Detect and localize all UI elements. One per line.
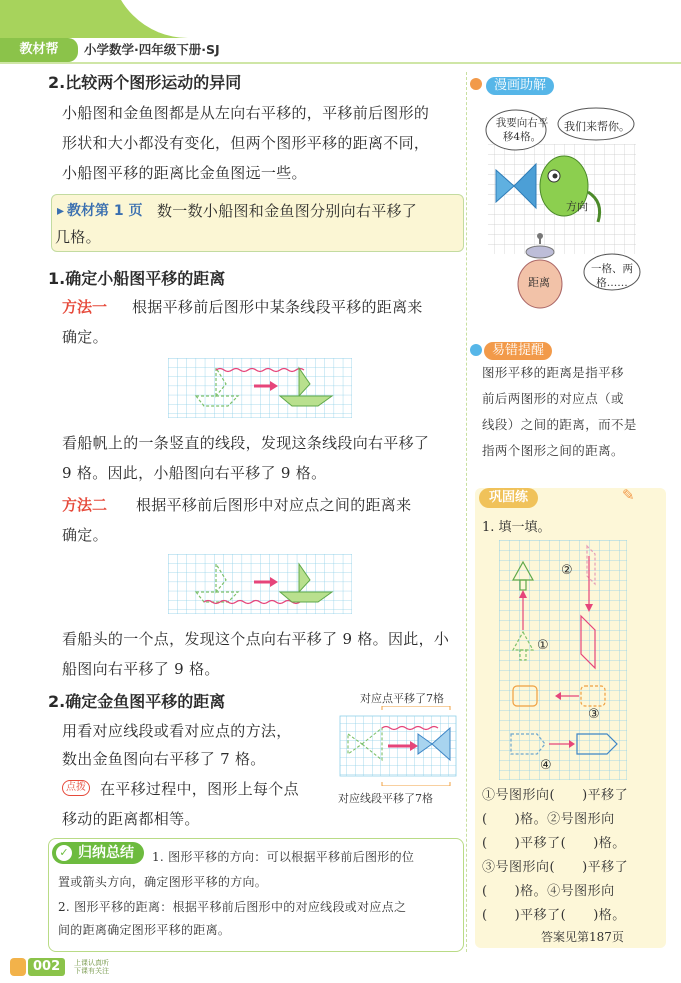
fill-line: ( )格。④号图形向 bbox=[482, 884, 615, 899]
fill-line: ( )格。②号图形向 bbox=[482, 812, 615, 827]
footer-tag-line: 上课认真听 bbox=[74, 959, 109, 967]
method2-text: 确定。 bbox=[62, 526, 108, 544]
paragraph-line: 小船图和金鱼图都是从左向右平移的，平移前后图形的 bbox=[62, 104, 430, 122]
check-icon: ✓ bbox=[56, 845, 72, 861]
paragraph-line: 小船图平移的距离比金鱼图远一些。 bbox=[62, 164, 307, 182]
section-title: 2.比较两个图形运动的异同 bbox=[48, 73, 242, 92]
bracket-bottom bbox=[382, 782, 450, 786]
task-label: 教材第 1 页 bbox=[67, 203, 143, 219]
method1-explanation: 9 格。因此，小船图向右平移了 9 格。 bbox=[62, 464, 327, 482]
summary-text: 1. 图形平移的方向：可以根据平移前后图形的位 bbox=[152, 850, 415, 864]
warn-text: 前后两图形的对应点（或 bbox=[482, 391, 624, 406]
part2-title: 2.确定金鱼图平移的距离 bbox=[48, 692, 226, 711]
bubble-text: 我们来帮你。 bbox=[564, 120, 630, 133]
method2-label: 方法二 bbox=[62, 496, 108, 514]
tip-text: 在平移过程中，图形上每个点 bbox=[100, 780, 299, 798]
column-divider bbox=[466, 72, 467, 952]
boat-diagram-1 bbox=[168, 358, 352, 418]
task-text: 几格。 bbox=[55, 228, 101, 246]
pencil-icon: ✎ bbox=[622, 486, 635, 504]
boat-diagram-2 bbox=[168, 554, 352, 614]
footer-tag bbox=[74, 959, 109, 975]
part2-text: 用看对应线段或看对应点的方法， bbox=[62, 722, 292, 740]
book-title: 小学数学·四年级下册·SJ bbox=[84, 42, 220, 57]
method2-text: 根据平移前后图形中对应点之间的距离来 bbox=[136, 496, 412, 514]
mark-4: ④ bbox=[540, 758, 552, 773]
summary-text: 2. 图形平移的距离：根据平移前后图形中的对应线段或对应点之 bbox=[58, 900, 407, 914]
comic-dot-icon bbox=[470, 78, 482, 90]
bubble-text: 一格、两格…… bbox=[591, 263, 633, 289]
task-arrow-icon: ▸ bbox=[57, 203, 65, 219]
fill-line: ( )平移了( )格。 bbox=[482, 836, 626, 851]
header-curve bbox=[110, 0, 681, 38]
summary-title-text: 归纳总结 bbox=[78, 845, 134, 861]
fill-line: ①号图形向( )平移了 bbox=[482, 788, 629, 803]
pot-label: 距离 bbox=[528, 276, 550, 289]
summary-text: 置或箭头方向，确定图形平移的方向。 bbox=[58, 875, 268, 889]
tip-badge: 点拨 bbox=[62, 780, 90, 796]
warn-text: 指两个图形之间的距离。 bbox=[482, 443, 624, 458]
header-line bbox=[0, 62, 681, 64]
paragraph-line: 形状和大小都没有变化，但两个图形平移的距离不同， bbox=[62, 134, 430, 152]
part1-title: 1.确定小船图平移的距离 bbox=[48, 269, 226, 288]
warn-dot-icon bbox=[470, 344, 482, 356]
bubble-text: 我要向右平移4格。 bbox=[495, 117, 549, 143]
practice-title: 巩固练 bbox=[479, 488, 538, 508]
part2-text: 数出金鱼图向右平移了 7 格。 bbox=[62, 750, 266, 768]
method1-explanation: 看船帆上的一条竖直的线段，发现这条线段向右平移了 bbox=[62, 434, 430, 452]
header-badge: 教材帮 bbox=[0, 38, 78, 62]
bracket-top bbox=[382, 706, 450, 710]
mark-1: ① bbox=[537, 638, 549, 653]
method1-label: 方法一 bbox=[62, 298, 108, 316]
task-text: 数一数小船图和金鱼图分别向右平移了 bbox=[157, 202, 418, 220]
page-number: 002 bbox=[28, 958, 65, 976]
practice-question: 1. 填一填。 bbox=[482, 520, 551, 535]
mark-3: ③ bbox=[588, 707, 600, 722]
method2-explanation: 看船头的一个点，发现这个点向右平移了 9 格。因此，小 bbox=[62, 630, 450, 648]
robot-label: 方向 bbox=[566, 200, 588, 213]
answer-ref: 答案见第187页 bbox=[541, 930, 624, 944]
footer-tag-line: 下课有关注 bbox=[74, 967, 109, 975]
mascot-icon bbox=[10, 958, 26, 976]
warn-title: 易错提醒 bbox=[484, 342, 552, 360]
method2-explanation: 船图向右平移了 9 格。 bbox=[62, 660, 220, 678]
fill-line: ③号图形向( )平移了 bbox=[482, 860, 629, 875]
fill-line: ( )平移了( )格。 bbox=[482, 908, 626, 923]
summary-text: 间的距离确定图形平移的距离。 bbox=[58, 923, 231, 937]
caption-top: 对应点平移了7格 bbox=[360, 692, 444, 705]
mark-2: ② bbox=[561, 563, 573, 578]
comic-title: 漫画助解 bbox=[486, 77, 554, 95]
caption-bottom: 对应线段平移了7格 bbox=[338, 792, 433, 805]
method1-text: 根据平移前后图形中某条线段平移的距离来 bbox=[132, 298, 423, 316]
warn-text: 线段）之间的距离，而不是 bbox=[482, 417, 637, 432]
method1-text: 确定。 bbox=[62, 328, 108, 346]
warn-text: 图形平移的距离是指平移 bbox=[482, 365, 624, 380]
tip-text: 移动的距离都相等。 bbox=[62, 810, 200, 828]
fish-diagram bbox=[338, 706, 462, 786]
